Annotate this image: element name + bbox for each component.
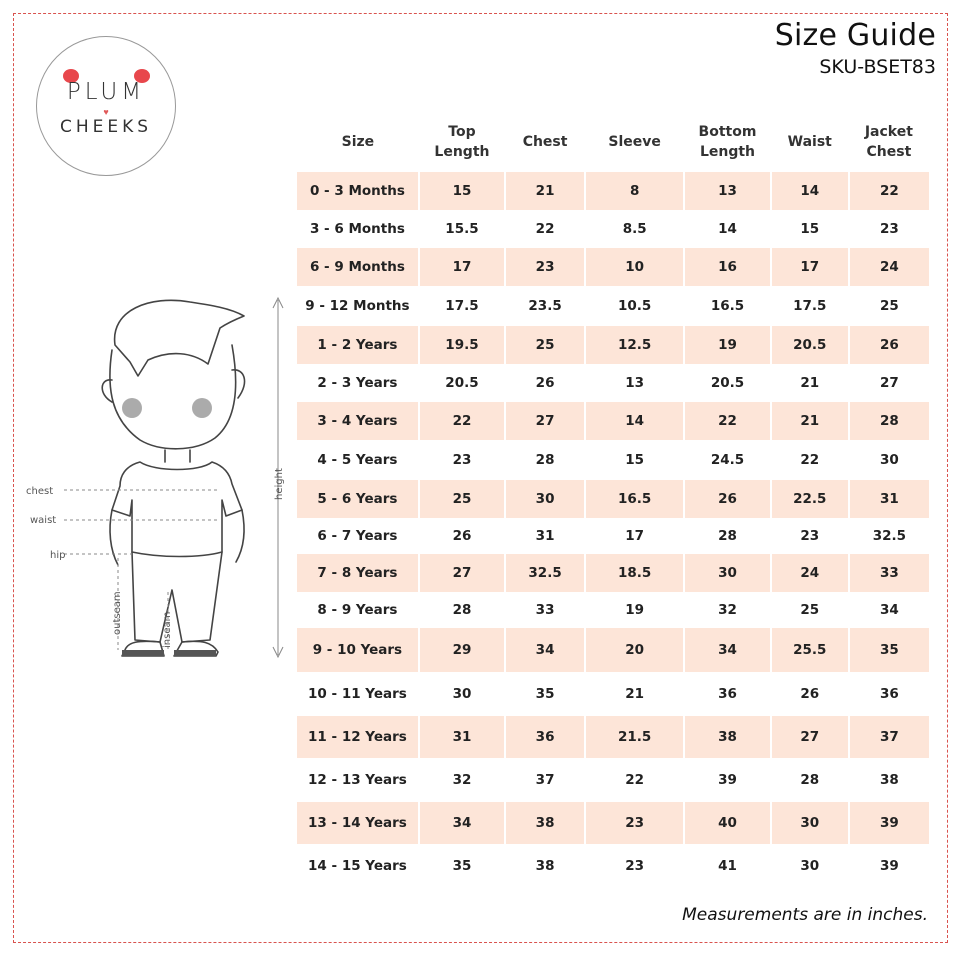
size-cell: 7 - 8 Years xyxy=(297,554,419,592)
value-cell: 31 xyxy=(419,716,505,758)
value-cell: 23 xyxy=(585,844,684,888)
value-cell: 23 xyxy=(505,248,585,286)
size-cell: 13 - 14 Years xyxy=(297,802,419,844)
value-cell: 33 xyxy=(849,554,929,592)
size-cell: 3 - 6 Months xyxy=(309,221,405,237)
value-cell: 21.5 xyxy=(585,716,684,758)
value-cell: 25 xyxy=(849,286,929,326)
value-cell: 31 xyxy=(505,518,585,554)
value-cell: 30 xyxy=(771,844,849,888)
value-cell: 28 xyxy=(684,518,770,554)
value-cell: 38 xyxy=(849,758,929,802)
table-row xyxy=(297,518,929,554)
value-cell: 8.5 xyxy=(585,210,684,248)
size-cell: 9 - 10 Years xyxy=(297,628,419,672)
value-cell: 22 xyxy=(684,402,770,440)
value-cell: 15.5 xyxy=(419,210,505,248)
value-cell: 13 xyxy=(684,172,770,210)
value-cell: 30 xyxy=(849,440,929,480)
logo-line-2: CHEEKS xyxy=(59,117,153,137)
logo-heart-icon: ♥ xyxy=(103,107,109,117)
value-cell: 12.5 xyxy=(585,326,684,364)
table-row xyxy=(297,554,929,592)
size-cell: 2 - 3 Years xyxy=(317,375,398,391)
value-cell: 28 xyxy=(849,402,929,440)
value-cell: 19 xyxy=(684,326,770,364)
value-cell: 34 xyxy=(505,628,585,672)
value-cell: 38 xyxy=(684,716,770,758)
value-cell: 23 xyxy=(419,440,505,480)
hip-label: hip xyxy=(50,550,66,561)
table-row xyxy=(297,672,929,716)
value-cell: 17.5 xyxy=(419,286,505,326)
value-cell: 36 xyxy=(684,672,770,716)
outseam-label: outseam xyxy=(112,591,123,635)
table-row xyxy=(297,402,929,440)
value-cell: 35 xyxy=(419,844,505,888)
column-header: Jacket Chest xyxy=(864,124,913,160)
value-cell: 30 xyxy=(505,480,585,518)
value-cell: 37 xyxy=(505,758,585,802)
neck xyxy=(165,450,190,462)
value-cell: 14 xyxy=(684,210,770,248)
value-cell: 21 xyxy=(771,402,849,440)
value-cell: 25 xyxy=(771,592,849,628)
table-row xyxy=(297,628,929,672)
value-cell: 40 xyxy=(684,802,770,844)
value-cell: 39 xyxy=(849,844,929,888)
value-cell: 16.5 xyxy=(585,480,684,518)
column-header: Waist xyxy=(787,134,832,150)
value-cell: 22.5 xyxy=(771,480,849,518)
waist-label: waist xyxy=(30,515,57,526)
value-cell: 8 xyxy=(585,172,684,210)
value-cell: 24 xyxy=(771,554,849,592)
value-cell: 10 xyxy=(585,248,684,286)
size-cell: 0 - 3 Months xyxy=(297,172,419,210)
pants xyxy=(132,552,222,642)
table-row xyxy=(297,758,929,802)
value-cell: 41 xyxy=(684,844,770,888)
value-cell: 27 xyxy=(849,364,929,402)
value-cell: 26 xyxy=(505,364,585,402)
value-cell: 28 xyxy=(505,440,585,480)
value-cell: 17 xyxy=(771,248,849,286)
value-cell: 23 xyxy=(585,802,684,844)
size-table-header xyxy=(297,112,929,172)
value-cell: 27 xyxy=(419,554,505,592)
size-table xyxy=(297,112,929,888)
value-cell: 22 xyxy=(849,172,929,210)
table-row xyxy=(297,326,929,364)
value-cell: 23 xyxy=(849,210,929,248)
table-row xyxy=(297,286,929,326)
value-cell: 35 xyxy=(505,672,585,716)
value-cell: 10.5 xyxy=(585,286,684,326)
value-cell: 32 xyxy=(419,758,505,802)
value-cell: 18.5 xyxy=(585,554,684,592)
value-cell: 25 xyxy=(419,480,505,518)
value-cell: 36 xyxy=(505,716,585,758)
value-cell: 16 xyxy=(684,248,770,286)
arm-left xyxy=(110,510,118,565)
table-row xyxy=(297,716,929,758)
page-title: Size Guide xyxy=(774,18,936,53)
size-cell: 1 - 2 Years xyxy=(297,326,419,364)
value-cell: 14 xyxy=(585,402,684,440)
size-cell: 4 - 5 Years xyxy=(317,452,398,468)
value-cell: 31 xyxy=(849,480,929,518)
column-header: Size xyxy=(341,134,375,150)
measurement-note: Measurements are in inches. xyxy=(682,905,928,925)
value-cell: 17.5 xyxy=(771,286,849,326)
value-cell: 22 xyxy=(505,210,585,248)
value-cell: 30 xyxy=(771,802,849,844)
value-cell: 15 xyxy=(585,440,684,480)
value-cell: 17 xyxy=(585,518,684,554)
size-cell: 6 - 7 Years xyxy=(317,528,398,544)
cheek-left xyxy=(122,398,142,418)
value-cell: 26 xyxy=(684,480,770,518)
size-cell: 5 - 6 Years xyxy=(297,480,419,518)
value-cell: 22 xyxy=(771,440,849,480)
value-cell: 23 xyxy=(771,518,849,554)
value-cell: 34 xyxy=(684,628,770,672)
height-label: height xyxy=(274,468,285,500)
hair-shape xyxy=(115,300,244,376)
value-cell: 30 xyxy=(684,554,770,592)
value-cell: 22 xyxy=(419,402,505,440)
value-cell: 33 xyxy=(505,592,585,628)
cheek-right xyxy=(192,398,212,418)
value-cell: 19 xyxy=(585,592,684,628)
size-cell: 3 - 4 Years xyxy=(297,402,419,440)
value-cell: 13 xyxy=(585,364,684,402)
inseam-label: inseam xyxy=(162,611,173,648)
value-cell: 39 xyxy=(684,758,770,802)
value-cell: 26 xyxy=(419,518,505,554)
tshirt xyxy=(112,462,242,557)
value-cell: 38 xyxy=(505,802,585,844)
value-cell: 32.5 xyxy=(849,518,929,554)
size-cell: 12 - 13 Years xyxy=(308,772,407,788)
ear-right xyxy=(232,370,245,398)
value-cell: 38 xyxy=(505,844,585,888)
value-cell: 21 xyxy=(585,672,684,716)
arm-right xyxy=(236,510,244,562)
value-cell: 30 xyxy=(419,672,505,716)
size-cell: 9 - 12 Months xyxy=(305,298,410,314)
column-header: Sleeve xyxy=(608,134,661,150)
value-cell: 34 xyxy=(419,802,505,844)
shoe-left-fill xyxy=(122,650,164,656)
table-row xyxy=(297,172,929,210)
sku-code: SKU-BSET83 xyxy=(819,56,936,78)
value-cell: 17 xyxy=(419,248,505,286)
table-header-row xyxy=(297,112,929,172)
value-cell: 26 xyxy=(849,326,929,364)
value-cell: 25.5 xyxy=(771,628,849,672)
size-cell: 6 - 9 Months xyxy=(297,248,419,286)
table-row xyxy=(297,364,929,402)
table-row xyxy=(297,592,929,628)
table-row xyxy=(297,440,929,480)
value-cell: 23.5 xyxy=(505,286,585,326)
column-header: Bottom Length xyxy=(698,124,757,160)
value-cell: 14 xyxy=(771,172,849,210)
value-cell: 27 xyxy=(505,402,585,440)
brand-logo xyxy=(36,36,176,176)
table-row xyxy=(297,210,929,248)
value-cell: 24 xyxy=(849,248,929,286)
value-cell: 27 xyxy=(771,716,849,758)
chest-label: chest xyxy=(26,486,54,497)
value-cell: 29 xyxy=(419,628,505,672)
column-header: Chest xyxy=(522,134,568,150)
size-cell: 8 - 9 Years xyxy=(317,602,398,618)
table-row xyxy=(297,480,929,518)
logo-line-1: PLUM xyxy=(66,79,146,105)
table-row xyxy=(297,248,929,286)
value-cell: 20 xyxy=(585,628,684,672)
value-cell: 28 xyxy=(419,592,505,628)
value-cell: 34 xyxy=(849,592,929,628)
value-cell: 20.5 xyxy=(419,364,505,402)
value-cell: 20.5 xyxy=(684,364,770,402)
size-cell: 11 - 12 Years xyxy=(297,716,419,758)
table-row xyxy=(297,802,929,844)
size-cell: 10 - 11 Years xyxy=(308,686,407,702)
value-cell: 19.5 xyxy=(419,326,505,364)
size-table-body xyxy=(297,172,929,888)
shoe-right-fill xyxy=(174,650,216,656)
value-cell: 26 xyxy=(771,672,849,716)
value-cell: 21 xyxy=(771,364,849,402)
value-cell: 21 xyxy=(505,172,585,210)
value-cell: 32 xyxy=(684,592,770,628)
value-cell: 36 xyxy=(849,672,929,716)
value-cell: 20.5 xyxy=(771,326,849,364)
value-cell: 15 xyxy=(771,210,849,248)
value-cell: 35 xyxy=(849,628,929,672)
value-cell: 39 xyxy=(849,802,929,844)
value-cell: 37 xyxy=(849,716,929,758)
column-header: Top Length xyxy=(434,124,490,160)
value-cell: 24.5 xyxy=(684,440,770,480)
value-cell: 25 xyxy=(505,326,585,364)
table-row xyxy=(297,844,929,888)
measurement-figure xyxy=(20,290,300,670)
value-cell: 32.5 xyxy=(505,554,585,592)
size-cell: 14 - 15 Years xyxy=(308,858,407,874)
value-cell: 22 xyxy=(585,758,684,802)
value-cell: 16.5 xyxy=(684,286,770,326)
value-cell: 15 xyxy=(419,172,505,210)
value-cell: 28 xyxy=(771,758,849,802)
